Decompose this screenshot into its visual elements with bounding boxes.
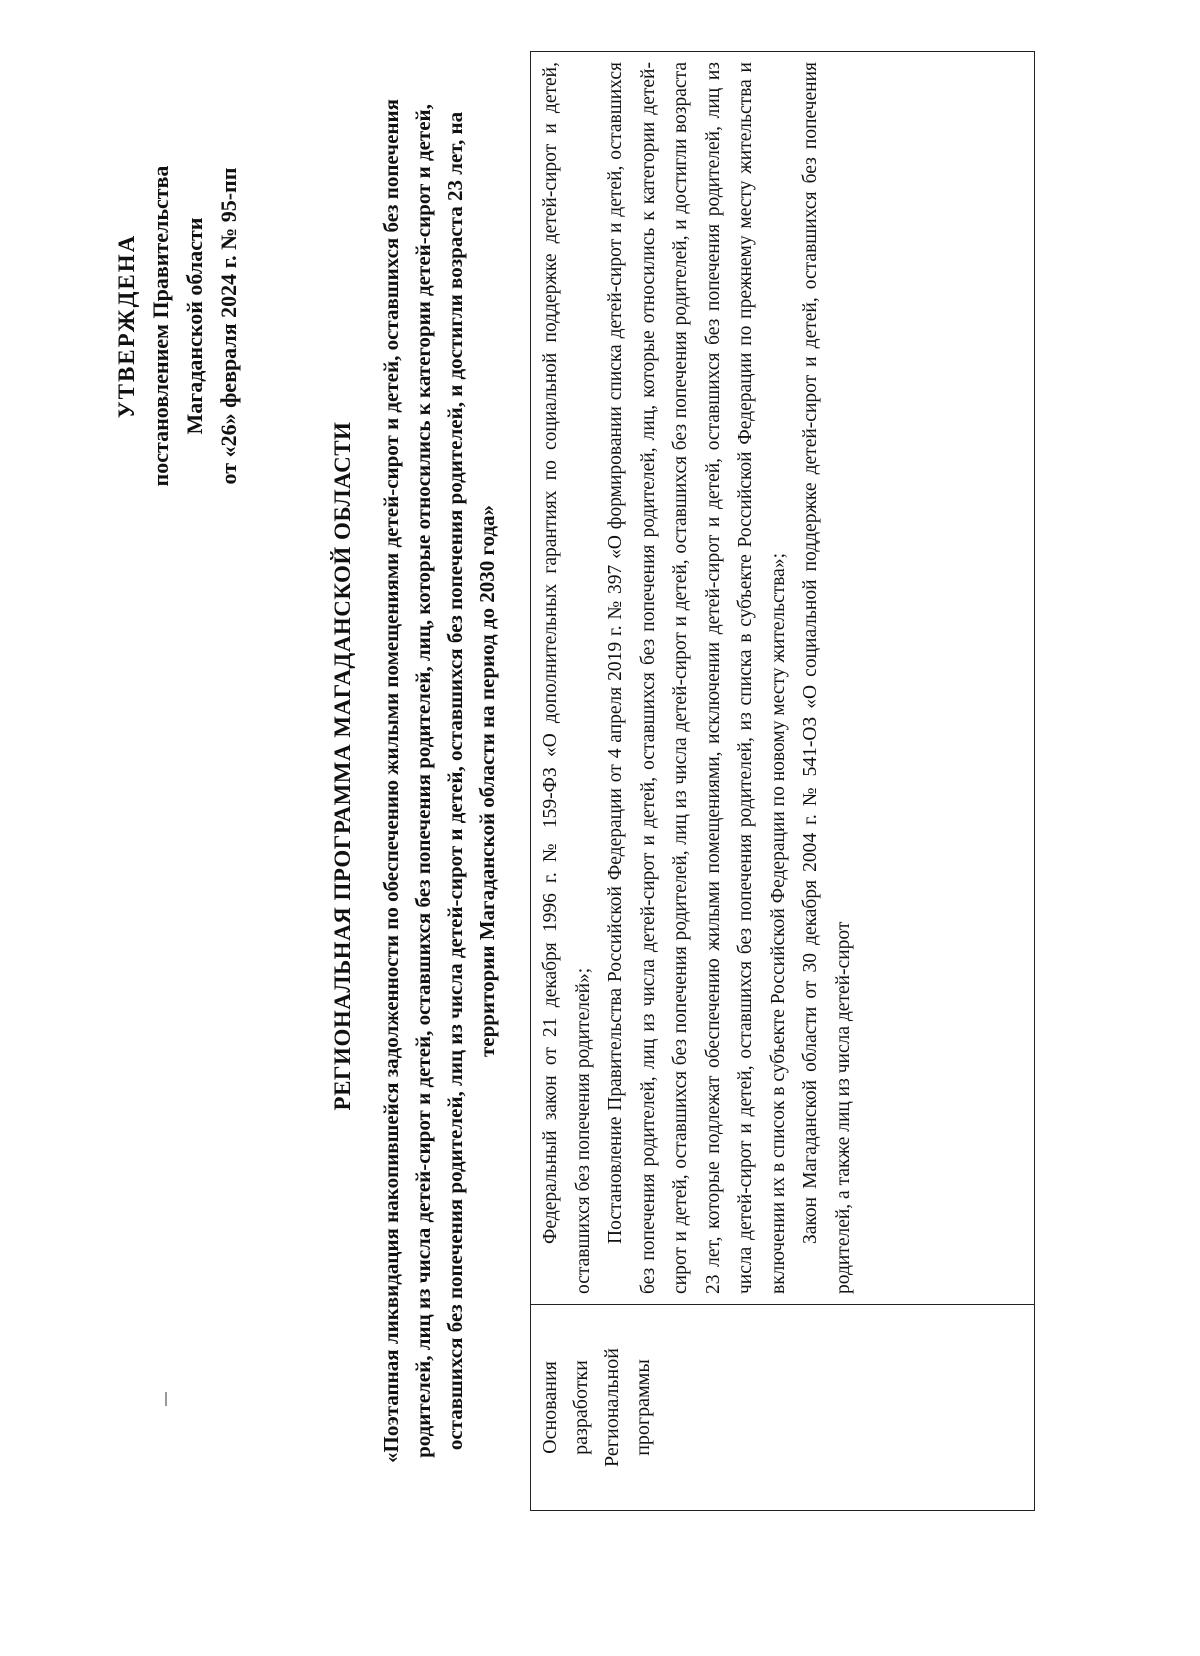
content-paragraph-1: Федеральный закон от 21 декабря 1996 г. № 159-ФЗ «О дополнительных гарантиях по социальной поддержке детей-сирот и детей, оставшихся без попечения родителей»; <box>540 62 594 1294</box>
program-passport-table <box>530 51 1035 1511</box>
content-paragraph-2: Постановление Правительства Российской Федерации от 4 апреля 2019 г. № 397 «О формировании списка детей-сирот и детей, оставшихся без попечения родителей, лиц из числа детей-сирот и детей, оставшихся без попечения родителей, лиц, которые относились к категории детей-сирот и детей, оставшихся без попечения родителей, лиц из числа детей-сирот и детей, оставшихся без попечения родителей, и достигли возраста 23 лет, которые подлежат обеспечению жилыми помещениями, исключении детей-сирот и детей, оставшихся без попечения родителей, лиц из числа детей-сирот и детей, оставшихся без попечения родителей, из списка в субъекте Российской Федерации по прежнему месту жительства и включении их в список в субъекте Российской Федерации по новому месту жительства»; <box>605 62 789 1294</box>
row-content <box>531 52 1035 1305</box>
program-title: РЕГИОНАЛЬНАЯ ПРОГРАММА МАГАДАНСКОЙ ОБЛАСТИ <box>330 421 355 1111</box>
scan-mark <box>165 1392 167 1406</box>
approval-line-1: постановлением Правительства <box>148 165 173 487</box>
approval-block <box>110 66 246 586</box>
approval-line-3: от «26» февраля 2024 г. № 95-пп <box>216 167 241 485</box>
row-label: Основания разработки Региональной программы <box>531 1305 1035 1511</box>
table-row <box>531 52 1035 1511</box>
approval-title: УТВЕРЖДЕНА <box>114 233 139 419</box>
approval-line-2: Магаданской области <box>182 217 207 435</box>
content-paragraph-3: Закон Магаданской области от 30 декабря 2004 г. № 541-ОЗ «О социальной поддержке детей-сирот и детей, оставшихся без попечения родителей, а также лиц из числа детей-сирот <box>800 62 854 1294</box>
program-subtitle: «Поэтапная ликвидация накопившейся задолженности по обеспечению жилыми помещениями детей-сирот и детей, оставшихся без попечения родителей, лиц из числа детей-сирот и детей, оставшихся без попечения родителей, лиц, которые относились к категории детей-сирот и детей, оставшихся без попечения родителей, лиц из числа детей-сирот и детей, оставшихся без попечения родителей, и достигли возраста 23 лет, на территории Магаданской области на период до 2030 года» <box>379 99 499 1463</box>
